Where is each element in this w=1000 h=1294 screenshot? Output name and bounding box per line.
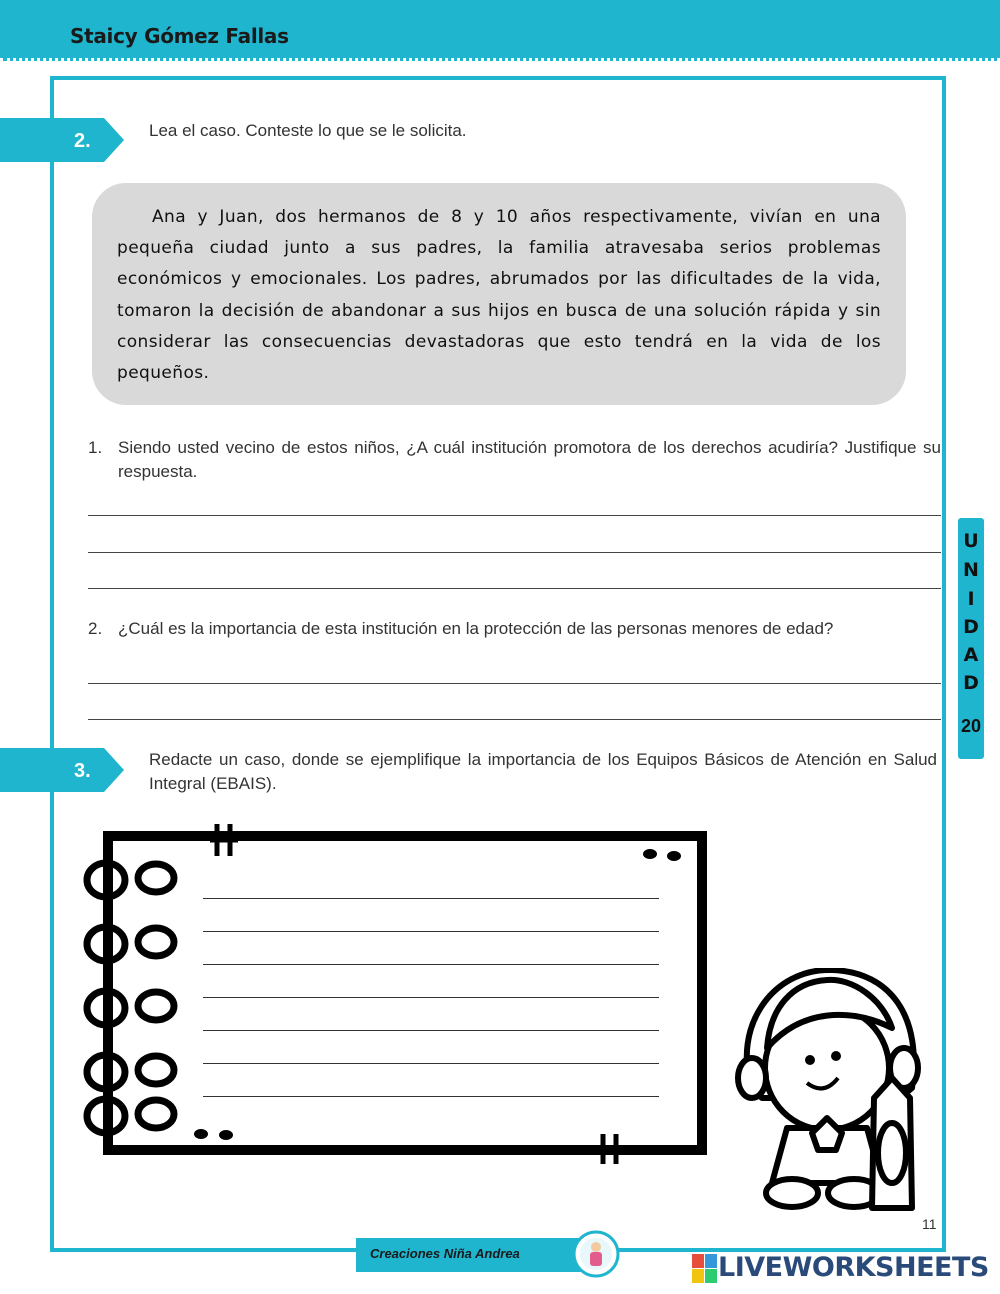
unit-letter: N [963, 559, 979, 581]
question-2 [88, 617, 941, 643]
section-2-number: 2. [74, 130, 91, 152]
question-2-text: ¿Cuál es la importancia de esta institución en la protección de las personas menores de edad? [118, 619, 834, 638]
question-1-text: Siendo usted vecino de estos niños, ¿A cuál institución promotora de los derechos acudiría? Justifique su respuesta. [118, 438, 941, 481]
footer-credit: Creaciones Niña Andrea [370, 1246, 520, 1261]
creaciones-logo-icon [572, 1230, 620, 1278]
author-name: Staicy Gómez Fallas [70, 24, 289, 48]
notebook-line[interactable] [203, 1096, 659, 1097]
unit-letter: D [963, 616, 979, 638]
answer-line-q2-1[interactable] [88, 683, 941, 684]
notebook-line[interactable] [203, 997, 659, 998]
section-3-number: 3. [74, 760, 91, 782]
question-1-number: 1. [88, 438, 103, 457]
answer-line-q1-1[interactable] [88, 515, 941, 516]
notebook-illustration [80, 822, 720, 1167]
liveworksheets-brand[interactable]: LIVEWORKSHEETS [718, 1252, 989, 1283]
page-number: 11 [922, 1216, 937, 1232]
notebook-line[interactable] [203, 964, 659, 965]
answer-line-q2-2[interactable] [88, 719, 941, 720]
footer-credit-tag [356, 1238, 586, 1272]
unit-letter: A [963, 644, 979, 666]
section-2-instruction: Lea el caso. Conteste lo que se le solicita. [149, 121, 467, 140]
answer-line-q1-2[interactable] [88, 552, 941, 553]
question-2-number: 2. [88, 619, 103, 638]
notebook-line[interactable] [203, 1030, 659, 1031]
unit-tab [958, 518, 984, 759]
girl-crayon-illustration [732, 968, 932, 1216]
unit-letter: I [967, 588, 975, 610]
answer-line-q1-3[interactable] [88, 588, 941, 589]
section-3-tag [0, 748, 124, 792]
liveworksheets-logo-icon [692, 1254, 718, 1284]
notebook-line[interactable] [203, 1063, 659, 1064]
question-1 [88, 436, 941, 486]
unit-letter: U [963, 530, 979, 552]
unit-number: 20 [960, 716, 982, 736]
notebook-line[interactable] [203, 931, 659, 932]
case-box [92, 183, 906, 405]
section-2-tag [0, 118, 124, 162]
case-text: Ana y Juan, dos hermanos de 8 y 10 años respectivamente, vivían en una pequeña ciudad junto a sus padres, la familia atravesaba serios problemas económicos y emocionales. Los padres, abrumados por las dificultades de la vida, tomaron la decisión de abandonar a sus hijos en busca de una solución rápida y sin considerar las consecuencias devastadoras que esto tendrá en la vida de los pequeños. [117, 207, 881, 384]
notebook-line[interactable] [203, 898, 659, 899]
unit-letter: D [963, 672, 979, 694]
section-3-instruction: Redacte un caso, donde se ejemplifique la importancia de los Equipos Básicos de Atención en Salud Integral (EBAIS). [149, 750, 937, 793]
